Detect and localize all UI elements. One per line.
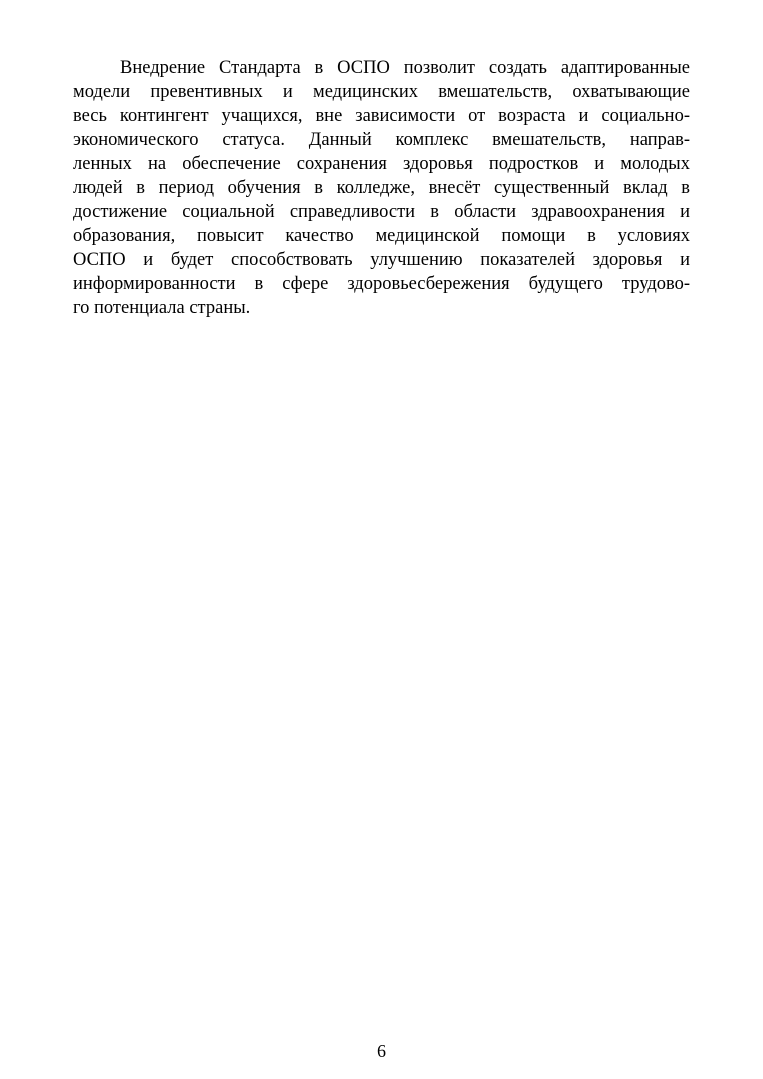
- paragraph-line: достижение социальной справедливости в области здравоохранения и: [73, 202, 690, 222]
- paragraph-line: экономического статуса. Данный комплекс вмешательств, направ-: [73, 130, 690, 150]
- paragraph-line: образования, повысит качество медицинской помощи в условиях: [73, 226, 690, 246]
- paragraph-line: информированности в сфере здоровьесбережения будущего трудово-: [73, 274, 690, 294]
- paragraph-line: весь контингент учащихся, вне зависимости от возраста и социально-: [73, 106, 690, 126]
- page-number: 6: [377, 1041, 386, 1061]
- paragraph-line: Внедрение Стандарта в ОСПО позволит создать адаптированные: [120, 58, 690, 78]
- paragraph-line: модели превентивных и медицинских вмешательств, охватывающие: [73, 82, 690, 102]
- body-paragraph: [73, 56, 690, 320]
- paragraph-line: ОСПО и будет способствовать улучшению показателей здоровья и: [73, 250, 690, 270]
- paragraph-line: го потенциала страны.: [73, 298, 251, 318]
- paragraph-line: ленных на обеспечение сохранения здоровья подростков и молодых: [73, 154, 690, 174]
- paragraph-line: людей в период обучения в колледже, внесёт существенный вклад в: [73, 178, 690, 198]
